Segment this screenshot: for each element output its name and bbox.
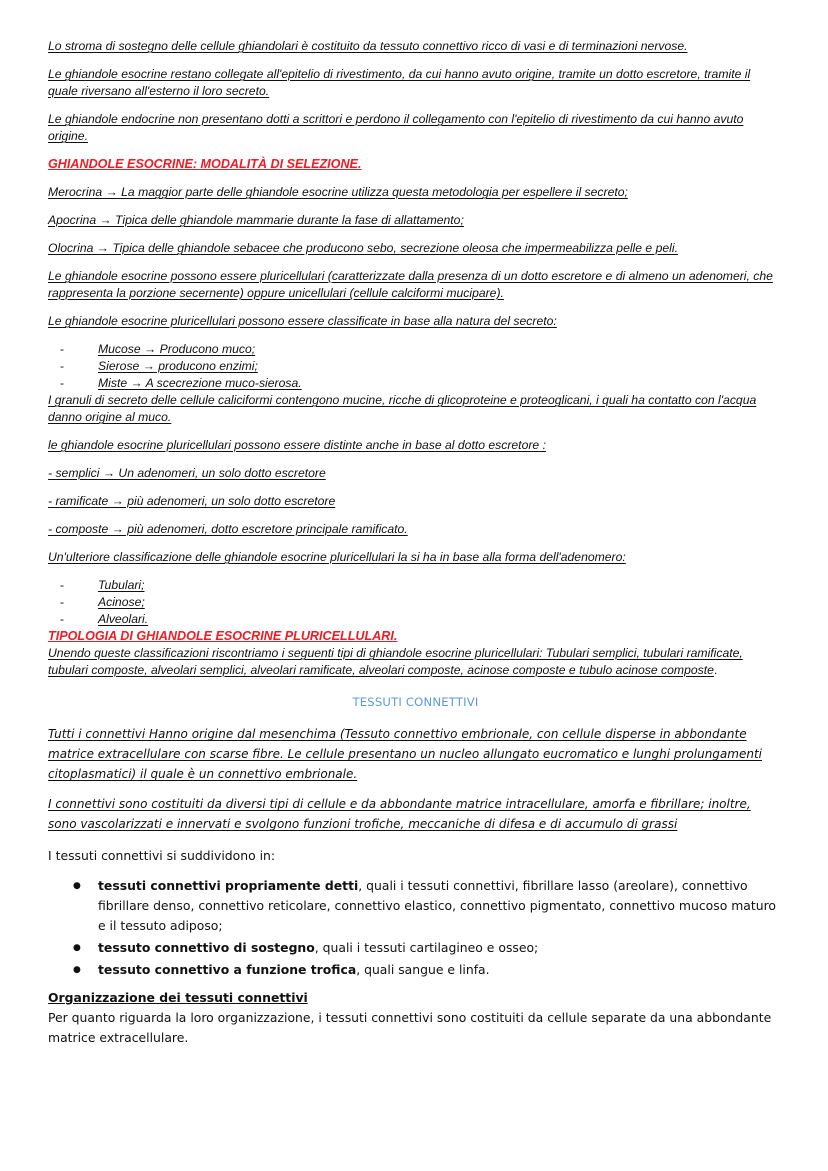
paragraph-olocrina: Olocrina → Tipica delle ghiandole sebacee che producono sebo, secrezione oleosa che impermeabilizza pelle e peli. bbox=[48, 241, 678, 255]
paragraph-forma-adenomero: Un'ulteriore classificazione delle ghiandole esocrine pluricellulari la si ha in base alla forma dell'adenomero: bbox=[48, 550, 626, 564]
heading-organizzazione: Organizzazione dei tessuti connettivi bbox=[48, 990, 308, 1005]
paragraph-dotto-escretore: le ghiandole esocrine pluricellulari possono essere distinte anche in base al dotto escretore : bbox=[48, 438, 546, 452]
paragraph-apocrina: Apocrina → Tipica delle ghiandole mammarie durante la fase di allattamento; bbox=[48, 213, 464, 227]
list-item: - Mucose → Producono muco; bbox=[48, 341, 783, 358]
heading-modalita-selezione: GHIANDOLE ESOCRINE: MODALITÀ DI SELEZIONE. bbox=[48, 157, 362, 171]
paragraph-semplici: - semplici → Un adenomeri, un solo dotto escretore bbox=[48, 466, 326, 480]
list-item: - Sierose → producono enzimi; bbox=[48, 358, 783, 375]
paragraph-tipologia: Unendo queste classificazioni riscontriamo i seguenti tipi di ghiandole esocrine pluricellulari: Tubulari semplici, tubulari ramificate, tubulari composte, alveolari semplici, alveolari ramificate, alveolari composte, acinose composte e tubulo acinose composte. bbox=[48, 646, 743, 677]
paragraph-endocrine: Le ghiandole endocrine non presentano dotti a scrittori e perdono il collegamento con l'epitelio di rivestimento da cui hanno avuto origine. bbox=[48, 112, 744, 143]
list-tipi-connettivi bbox=[48, 876, 783, 980]
heading-tessuti-connettivi: TESSUTI CONNETTIVI bbox=[352, 695, 479, 709]
paragraph-pluricellulari: Le ghiandole esocrine possono essere pluricellulari (caratterizzate dalla presenza di un dotto escretore e di almeno un adenomeri, che rappresenta la porzione secernente) oppure unicellulari (cellule calciformi mucipare). bbox=[48, 269, 773, 300]
paragraph-costituzione: I connettivi sono costituiti da diversi tipi di cellule e da abbondante matrice intracellulare, amorfa e fibrillare; inoltre, sono vascolarizzati e innervati e svolgono funzioni trofiche, meccaniche di difesa e di accumulo di grassi bbox=[48, 797, 751, 831]
paragraph-composte: - composte → più adenomeri, dotto escretore principale ramificato. bbox=[48, 522, 408, 536]
paragraph-stroma: Lo stroma di sostegno delle cellule ghiandolari è costituito da tessuto connettivo ricco di vasi e di terminazioni nervose. bbox=[48, 39, 688, 53]
paragraph-granuli: I granuli di secreto delle cellule caliciformi contengono mucine, ricche di glicoproteine e proteoglicani, i quali ha contatto con l'acqua danno origine al muco. bbox=[48, 393, 757, 424]
paragraph-mesenchima: Tutti i connettivi Hanno origine dal mesenchima (Tessuto connettivo embrionale, con cellule disperse in abbondante matrice extracellulare con scarse fibre. Le cellule presentano un nucleo allungato eucromatico e lunghi prolungamenti citoplasmatici) il quale è un connettivo embrionale. bbox=[48, 727, 762, 781]
list-item: - Acinose; bbox=[48, 594, 783, 611]
list-item: - Tubulari; bbox=[48, 577, 783, 594]
paragraph-organizzazione: Per quanto riguarda la loro organizzazione, i tessuti connettivi sono costituiti da cellule separate da una abbondante matrice extracellulare. bbox=[48, 1010, 772, 1045]
list-secreto bbox=[48, 341, 783, 392]
list-item: ● tessuti connettivi propriamente detti, quali i tessuti connettivi, fibrillare lasso (areolare), connettivo fibrillare denso, connettivo reticolare, connettivo elastico, connettivo pigmentato, connettivo mucoso maturo e il tessuto adiposo; bbox=[48, 876, 783, 936]
heading-tipologia: TIPOLOGIA DI GHIANDOLE ESOCRINE PLURICELLULARI. bbox=[48, 629, 398, 643]
paragraph-suddivisione: I tessuti connettivi si suddividono in: bbox=[48, 848, 276, 863]
paragraph-ramificate: - ramificate → più adenomeri, un solo dotto escretore bbox=[48, 494, 336, 508]
paragraph-classificazione-secreto: Le ghiandole esocrine pluricellulari possono essere classificate in base alla natura del secreto: bbox=[48, 314, 557, 328]
paragraph-merocrina: Merocrina → La maggior parte delle ghiandole esocrine utilizza questa metodologia per espellere il secreto; bbox=[48, 185, 628, 199]
list-item: ● tessuto connettivo di sostegno, quali i tessuti cartilagineo e osseo; bbox=[48, 938, 783, 958]
list-item: ● tessuto connettivo a funzione trofica, quali sangue e linfa. bbox=[48, 960, 783, 980]
list-adenomero bbox=[48, 577, 783, 628]
list-item: - Alveolari. bbox=[48, 611, 783, 628]
document-page bbox=[48, 38, 783, 1059]
paragraph-esocrine: Le ghiandole esocrine restano collegate all'epitelio di rivestimento, da cui hanno avuto origine, tramite un dotto escretore, tramite il quale riversano all'esterno il loro secreto. bbox=[48, 67, 751, 98]
list-item: - Miste → A scecrezione muco-sierosa. bbox=[48, 375, 783, 392]
